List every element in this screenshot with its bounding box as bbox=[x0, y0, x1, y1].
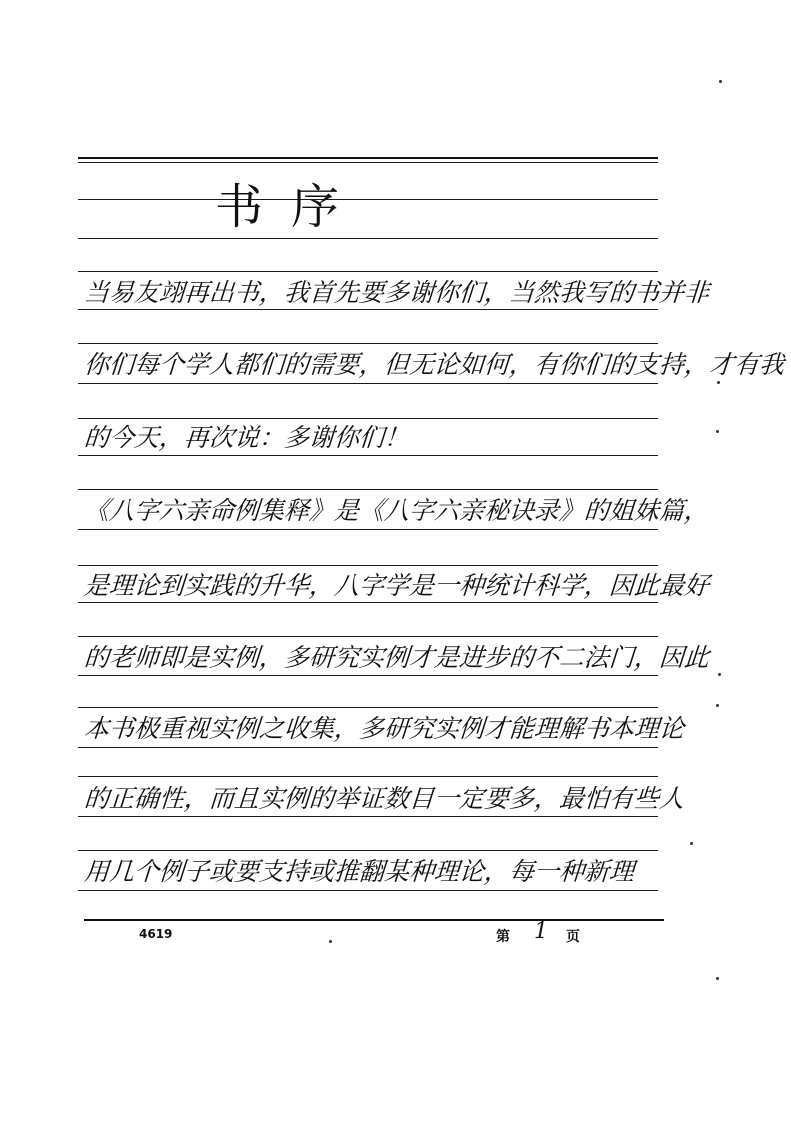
ruled-line bbox=[78, 602, 658, 603]
ruled-line bbox=[78, 890, 658, 891]
ruled-line bbox=[78, 238, 658, 239]
ruled-line bbox=[78, 271, 658, 272]
scan-speck bbox=[329, 940, 332, 943]
scan-speck bbox=[716, 977, 719, 980]
top-rule bbox=[78, 157, 658, 159]
ruled-line bbox=[78, 343, 658, 344]
scan-speck bbox=[717, 381, 720, 384]
page-suffix: 页 bbox=[566, 929, 580, 945]
ruled-line bbox=[78, 816, 658, 817]
page-prefix: 第 bbox=[496, 929, 510, 945]
text-line-6: 的老师即是实例，多研究实例才是进步的不二法门，因此 bbox=[83, 643, 711, 672]
top-rule-inner bbox=[78, 162, 658, 163]
scan-speck bbox=[718, 673, 721, 676]
text-line-1: 当易友翊再出书，我首先要多谢你们，当然我写的书并非 bbox=[83, 278, 711, 307]
page-title: 书序 bbox=[215, 179, 368, 235]
ruled-line bbox=[78, 309, 658, 310]
page-number: 1 bbox=[534, 919, 548, 944]
ruled-line bbox=[78, 383, 658, 384]
ruled-line bbox=[78, 489, 658, 490]
scan-speck bbox=[716, 704, 719, 707]
text-line-7: 本书极重视实例之收集，多研究实例才能理解书本理论 bbox=[83, 714, 686, 743]
page-code: 4619 bbox=[139, 927, 173, 941]
ruled-line bbox=[78, 199, 658, 200]
text-line-3: 的今天，再次说：多谢你们！ bbox=[83, 423, 411, 452]
ruled-line bbox=[78, 529, 658, 530]
ruled-line bbox=[78, 565, 658, 566]
ruled-line bbox=[78, 776, 658, 777]
ruled-line bbox=[78, 747, 658, 748]
scan-speck bbox=[716, 430, 719, 433]
text-line-5: 是理论到实践的升华，八字学是一种统计科学，因此最好 bbox=[83, 571, 711, 600]
text-line-2: 你们每个学人都们的需要，但无论如何，有你们的支持，才有我 bbox=[83, 350, 786, 379]
text-line-4: 《八字六亲命例集释》是《八字六亲秘诀录》的姐妹篇， bbox=[83, 496, 711, 525]
text-line-8: 的正确性，而且实例的举证数目一定要多，最怕有些人 bbox=[83, 784, 686, 813]
text-line-9: 用几个例子或要支持或推翻某种理论，每一种新理 bbox=[83, 857, 636, 886]
scan-speck bbox=[690, 842, 693, 845]
ruled-line bbox=[78, 636, 658, 637]
ruled-line bbox=[78, 455, 658, 456]
ruled-line bbox=[78, 707, 658, 708]
ruled-line bbox=[78, 418, 658, 419]
footer-rule bbox=[84, 919, 664, 921]
scan-speck bbox=[719, 80, 722, 83]
ruled-line bbox=[78, 675, 658, 676]
ruled-line bbox=[78, 850, 658, 851]
